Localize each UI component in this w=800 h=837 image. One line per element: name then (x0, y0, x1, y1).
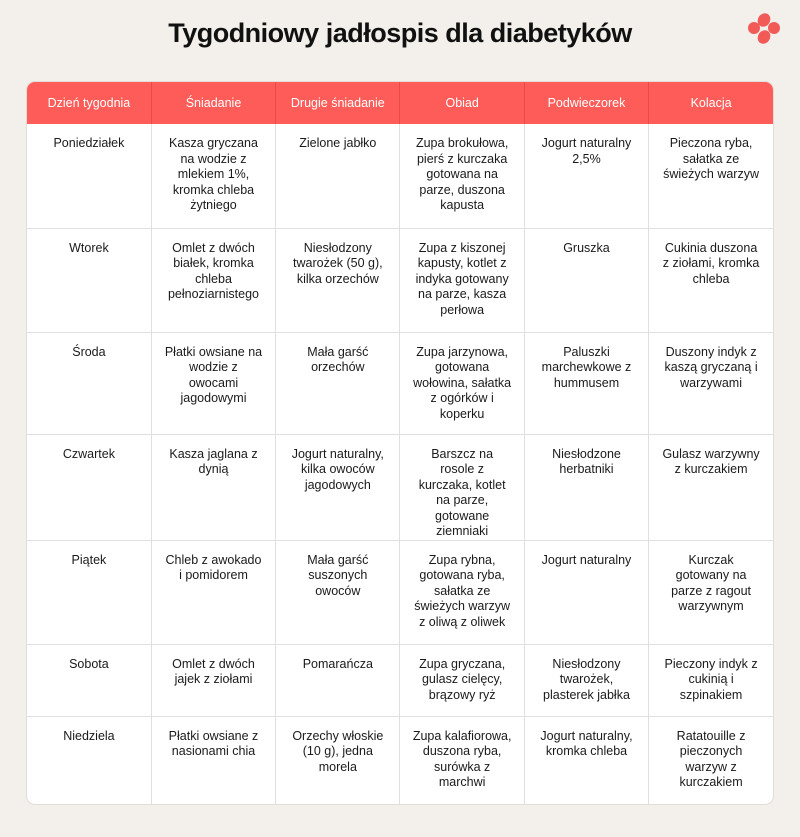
meal-cell: Mała garść suszonych owoców (276, 540, 400, 644)
table-row (27, 332, 773, 434)
meal-cell: Niesłodzony twarożek (50 g), kilka orzechów (276, 228, 400, 332)
table-row (27, 434, 773, 540)
meal-cell: Jogurt naturalny (524, 540, 648, 644)
day-cell: Sobota (27, 644, 151, 716)
meal-cell: Zupa jarzynowa, gotowana wołowina, sałatka z ogórków i koperku (400, 332, 524, 434)
meal-cell: Zupa z kiszonej kapusty, kotlet z indyka gotowany na parze, kasza perłowa (400, 228, 524, 332)
page-title: Tygodniowy jadłospis dla diabetyków (168, 18, 632, 48)
table-row (27, 644, 773, 716)
meal-cell: Cukinia duszona z ziołami, kromka chleba (649, 228, 773, 332)
day-cell: Poniedziałek (27, 124, 151, 228)
meal-cell: Mała garść orzechów (276, 332, 400, 434)
table-row (27, 540, 773, 644)
meal-cell: Niesłodzony twarożek, plasterek jabłka (524, 644, 648, 716)
meal-cell: Płatki owsiane na wodzie z owocami jagodowymi (151, 332, 275, 434)
meal-cell: Orzechy włoskie (10 g), jedna morela (276, 716, 400, 804)
meal-cell: Gruszka (524, 228, 648, 332)
meal-cell: Płatki owsiane z nasionami chia (151, 716, 275, 804)
column-header: Drugie śniadanie (276, 82, 400, 124)
day-cell: Czwartek (27, 434, 151, 540)
meal-cell: Jogurt naturalny 2,5% (524, 124, 648, 228)
meal-cell: Omlet z dwóch białek, kromka chleba pełnoziarnistego (151, 228, 275, 332)
meal-cell: Zupa gryczana, gulasz cielęcy, brązowy ryż (400, 644, 524, 716)
table-row (27, 228, 773, 332)
meal-plan-table (27, 82, 773, 804)
meal-cell: Kurczak gotowany na parze z ragout warzywnym (649, 540, 773, 644)
meal-cell: Gulasz warzywny z kurczakiem (649, 434, 773, 540)
day-cell: Niedziela (27, 716, 151, 804)
day-cell: Wtorek (27, 228, 151, 332)
day-cell: Piątek (27, 540, 151, 644)
column-header: Obiad (400, 82, 524, 124)
column-header: Śniadanie (151, 82, 275, 124)
column-header: Dzień tygodnia (27, 82, 151, 124)
day-cell: Środa (27, 332, 151, 434)
meal-cell: Jogurt naturalny, kromka chleba (524, 716, 648, 804)
meal-cell: Barszcz na rosole z kurczaka, kotlet na parze, gotowane ziemniaki (400, 434, 524, 540)
meal-cell: Niesłodzone herbatniki (524, 434, 648, 540)
meal-cell: Zupa rybna, gotowana ryba, sałatka ze świeżych warzyw z oliwą z oliwek (400, 540, 524, 644)
table-header-row (27, 82, 773, 124)
meal-cell: Kasza gryczana na wodzie z mlekiem 1%, kromka chleba żytniego (151, 124, 275, 228)
meal-cell: Omlet z dwóch jajek z ziołami (151, 644, 275, 716)
meal-cell: Pomarańcza (276, 644, 400, 716)
meal-cell: Pieczona ryba, sałatka ze świeżych warzyw (649, 124, 773, 228)
table-row (27, 124, 773, 228)
red-petal-logo-icon (744, 12, 784, 44)
meal-cell: Kasza jaglana z dynią (151, 434, 275, 540)
meal-cell: Zupa brokułowa, pierś z kurczaka gotowana na parze, duszona kapusta (400, 124, 524, 228)
meal-cell: Zupa kalafiorowa, duszona ryba, surówka z marchwi (400, 716, 524, 804)
meal-cell: Chleb z awokado i pomidorem (151, 540, 275, 644)
meal-cell: Paluszki marchewkowe z hummusem (524, 332, 648, 434)
column-header: Kolacja (649, 82, 773, 124)
meal-cell: Pieczony indyk z cukinią i szpinakiem (649, 644, 773, 716)
meal-cell: Jogurt naturalny, kilka owoców jagodowych (276, 434, 400, 540)
meal-cell: Zielone jabłko (276, 124, 400, 228)
meal-cell: Ratatouille z pieczonych warzyw z kurczakiem (676, 728, 746, 789)
table-row (27, 716, 773, 804)
column-header: Podwieczorek (524, 82, 648, 124)
meal-cell: Duszony indyk z kaszą gryczaną i warzywami (649, 332, 773, 434)
